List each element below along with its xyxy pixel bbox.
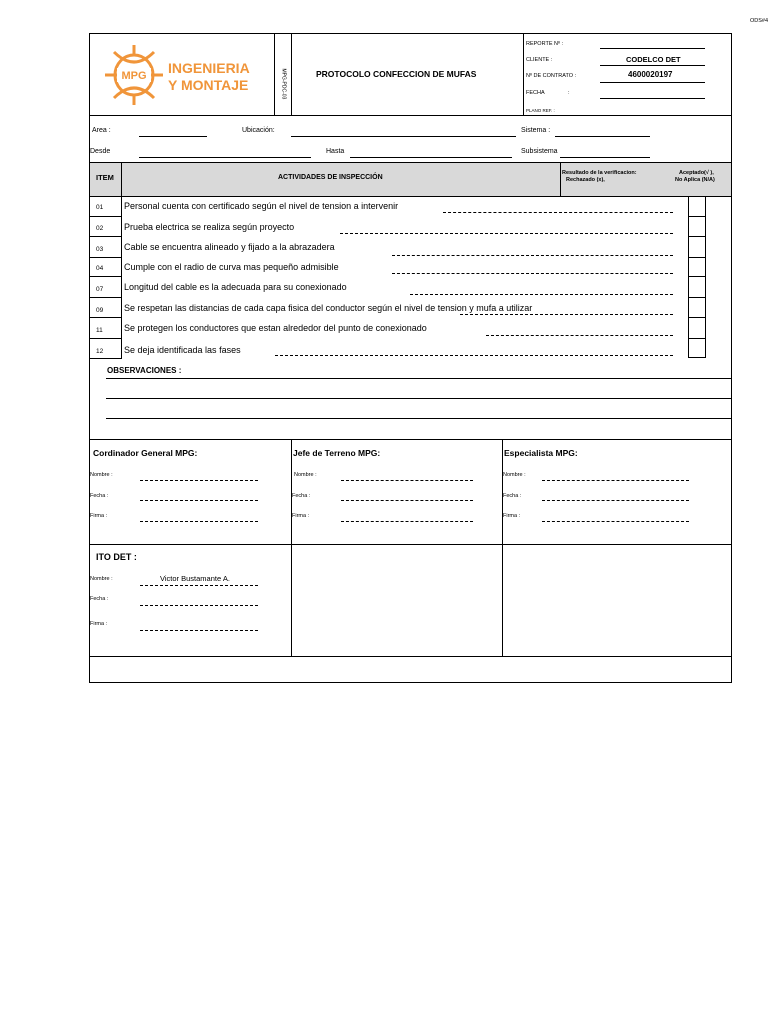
fecha-field[interactable] [140,605,258,606]
item-text: Longitud del cable es la adecuada para su conexionado [124,282,347,292]
hasta-field[interactable] [350,157,512,158]
result-checkbox[interactable] [689,277,705,297]
subsistema-field[interactable] [560,157,650,158]
item-text: Personal cuenta con certificado según el nivel de tension a intervenir [124,201,399,211]
fecha-colon: : [568,90,570,96]
svg-text:MPG: MPG [121,70,147,82]
company-name-line2: Y MONTAJE [168,77,249,93]
form-title: PROTOCOLO CONFECCION DE MUFAS [316,69,477,79]
item-text: Se protegen los conductores que estan alrededor del punto de conexionado [124,323,427,333]
reporte-label: REPORTE Nº : [526,41,564,47]
jefe-title: Jefe de Terreno MPG: [293,448,381,458]
result-checkbox[interactable] [689,237,705,257]
result-checkbox[interactable] [689,298,705,317]
fecha-field[interactable] [341,500,473,501]
item-text: Cumple con el radio de curva mas pequeño admisible [124,262,339,272]
plano-label: PLANO REF. : [526,108,555,113]
nombre-label: Nombre : [294,472,317,478]
firma-label: Firma : [292,513,310,519]
form-code: MPG-PDC-03 [280,68,287,100]
ubicacion-label: Ubicación: [242,127,275,134]
result-checkbox[interactable] [689,198,705,216]
firma-label: Firma : [90,621,108,627]
area-label: Area : [92,127,111,134]
subsistema-label: Subsistema [521,148,558,155]
item-number: 02 [96,225,104,232]
result-checkbox[interactable] [689,217,705,236]
sistema-field[interactable] [555,136,650,137]
desde-label: Desde [90,148,111,155]
item-number: 11 [96,327,103,334]
reporte-field[interactable] [600,48,705,49]
firma-field[interactable] [140,521,258,522]
fecha-label: Fecha : [90,596,109,602]
observaciones-line[interactable] [106,418,731,419]
item-text: Se deja identificada las fases [124,345,241,355]
header-aceptado: Aceptado(√ ), [679,170,714,176]
company-logo-icon [100,42,168,108]
observaciones-line[interactable] [106,398,731,399]
item-number: 09 [96,307,104,314]
doc-code: ODS#4 [750,18,768,24]
nombre-field[interactable] [341,480,473,481]
item-number: 12 [96,348,104,355]
result-checkbox[interactable] [689,318,705,338]
item-number: 04 [96,265,104,272]
item-text: Prueba electrica se realiza según proyecto [124,222,295,232]
result-checkbox[interactable] [689,339,705,357]
nombre-field[interactable] [140,480,258,481]
header-no-aplica: No Aplica (N/A) [675,177,715,183]
fecha-label: Fecha : [503,493,522,499]
hasta-label: Hasta [326,148,345,155]
fecha-label: Fecha : [90,493,109,499]
fecha-label: Fecha : [292,493,311,499]
result-checkbox[interactable] [689,258,705,276]
fecha-field[interactable] [600,98,705,99]
item-text: Cable se encuentra alineado y fijado a la abrazadera [124,242,335,252]
nombre-label: Nombre : [90,472,113,478]
item-number: 07 [96,286,104,293]
nombre-label: Nombre : [503,472,526,478]
contrato-value: 4600020197 [628,70,673,79]
contrato-label: Nº DE CONTRATO : [526,73,577,79]
company-name-line1: INGENIERIA [168,60,250,76]
firma-label: Firma : [503,513,521,519]
cliente-value: CODELCO DET [626,55,681,64]
ito-title: ITO DET : [96,552,137,562]
header-rechazado: Rechazado (x), [566,177,605,183]
header-item: ITEM [96,173,114,182]
item-number: 01 [96,204,104,211]
ito-nombre-value: Victor Bustamante A. [160,574,230,583]
fecha-label: FECHA [526,90,545,96]
sistema-label: Sistema : [521,127,551,134]
cliente-label: CLIENTE : [526,57,553,63]
header-actividades: ACTIVIDADES DE INSPECCIÓN [278,174,383,181]
area-field[interactable] [139,136,207,137]
item-text: Se respetan las distancias de cada capa fisica del conductor según el nivel de tension y mufa a utilizar [124,303,533,313]
nombre-field[interactable] [542,480,689,481]
firma-label: Firma : [90,513,108,519]
observaciones-line[interactable] [106,378,731,379]
coordinador-title: Cordinador General MPG: [93,448,198,458]
table-header [90,162,731,197]
desde-field[interactable] [139,157,311,158]
firma-field[interactable] [341,521,473,522]
especialista-title: Especialista MPG: [504,448,578,458]
firma-field[interactable] [542,521,689,522]
fecha-field[interactable] [542,500,689,501]
nombre-label: Nombre : [90,576,113,582]
header-resultado: Resultado de la verificacion: [562,170,637,176]
firma-field[interactable] [140,630,258,631]
item-number: 03 [96,246,104,253]
fecha-field[interactable] [140,500,258,501]
observaciones-label: OBSERVACIONES : [107,366,182,375]
ubicacion-field[interactable] [291,136,516,137]
